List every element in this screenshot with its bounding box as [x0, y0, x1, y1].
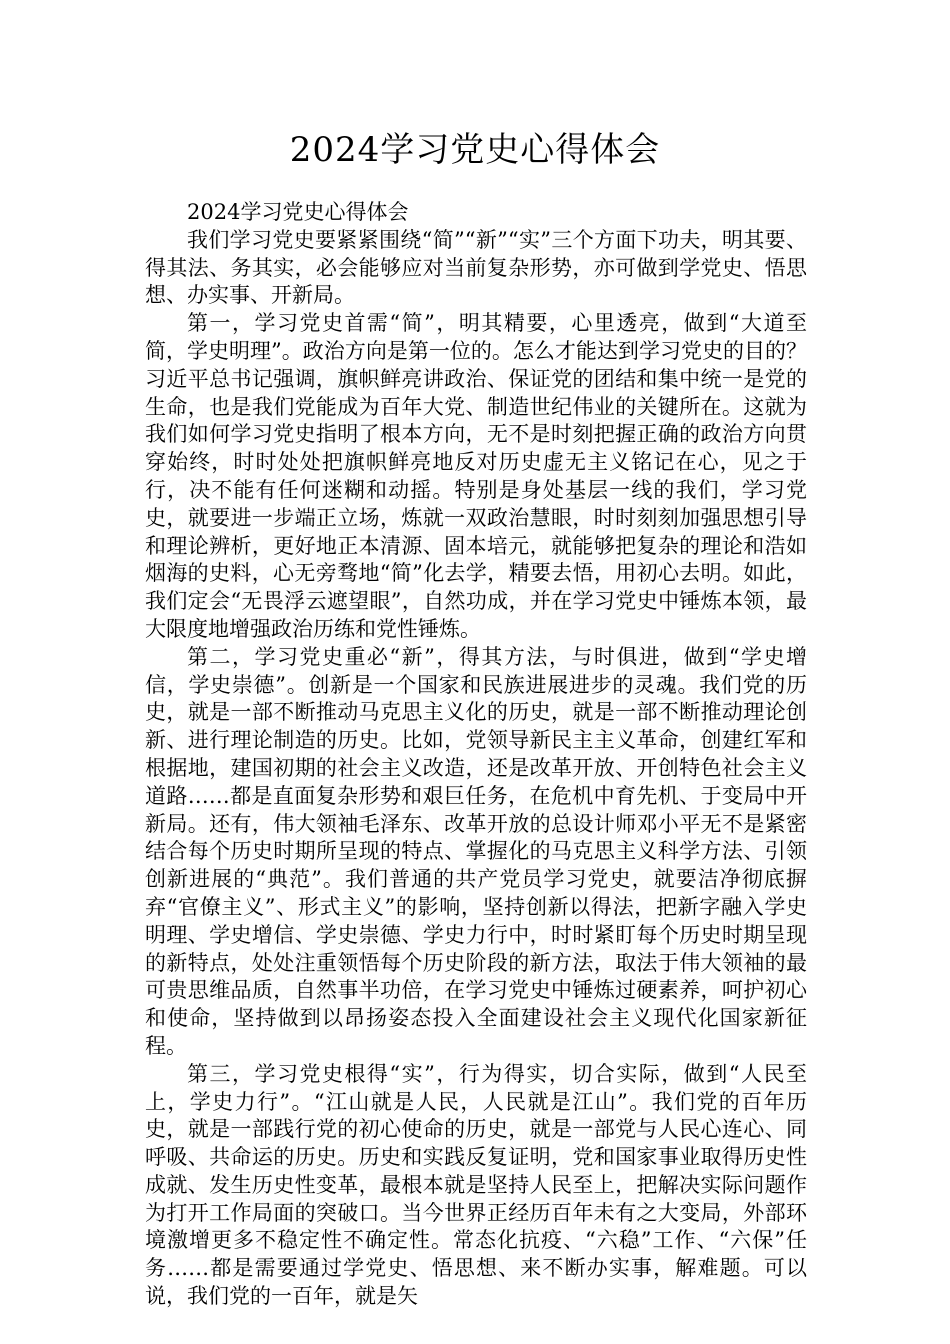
section-three-paragraph: 第三，学习党史根得“实”，行为得实，切合实际，做到“人民至上，学史力行”。“江山就是人民，人民就是江山”。我们党的百年历史，就是一部践行党的初心使命的历史，就是一部党与人民心连心、同呼吸、共命运的历史。历史和实践反复证明，党和国家事业取得历史性成就、发生历史性变革，最根本就是坚持人民至上，把解决实际问题作为打开工作局面的突破口。当今世界正经历百年未有之大变局，外部环境激增更多不稳定性不确定性。常态化抗疫、“六稳”工作、“六保”任务……都是需要通过学党史、悟思想、来不断办实事，解难题。可以说，我们党的一百年，就是矢 [145, 1061, 807, 1309]
document-title: 2024学习党史心得体会 [289, 130, 661, 170]
intro-paragraph: 我们学习党史要紧紧围绕“简”“新”“实”三个方面下功夫，明其要、得其法、务其实，必会能够应对当前复杂形势，亦可做到学党史、悟思想、办实事、开新局。 [145, 227, 807, 308]
section-one-paragraph: 第一，学习党史首需“简”，明其精要，心里透亮，做到“大道至简，学史明理”。政治方向是第一位的。怎么才能达到学习党史的目的？习近平总书记强调，旗帜鲜亮讲政治、保证党的团结和集中统一是党的生命，也是我们党能成为百年大党、制造世纪伟业的关键所在。这就为我们如何学习党史指明了根本方向，无不是时刻把握正确的政治方向贯穿始终，时时处处把旗帜鲜亮地反对历史虚无主义铭记在心，见之于行，决不能有任何迷糊和动摇。特别是身处基层一线的我们，学习党史，就要进一步端正立场，炼就一双政治慧眼，时时刻刻加强思想引导和理论辨析，更好地正本清源、固本培元，就能够把复杂的理论和浩如烟海的史料，心无旁骛地“简”化去学，精要去悟，用初心去明。如此，我们定会“无畏浮云遮望眼”，自然功成，并在学习党史中锤炼本领，最大限度地增强政治历练和党性锤炼。 [145, 311, 807, 641]
subtitle-paragraph: 2024学习党史心得体会 [187, 200, 409, 224]
section-two-paragraph: 第二，学习党史重必“新”，得其方法，与时俱进，做到“学史增信，学史崇德”。创新是一个国家和民族进展进步的灵魂。我们党的历史，就是一部不断推动马克思主义化的历史，就是一部不断推动理论创新、进行理论制造的历史。比如，党领导新民主主义革命，创建红军和根据地，建国初期的社会主义改造，还是改革开放、开创特色社会主义道路……都是直面复杂形势和艰巨任务，在危机中育先机、于变局中开新局。还有，伟大领袖毛泽东、改革开放的总设计师邓小平无不是紧密结合每个历史时期所呈现的特点、掌握化的马克思主义科学方法、引领创新进展的“典范”。我们普通的共产党员学习党史，就要洁净彻底摒弃“官僚主义”、形式主义”的影响，坚持创新以得法，把新字融入学史明理、学史增信、学史崇德、学史力行中，时时紧盯每个历史时期呈现的新特点，处处注重领悟每个历史阶段的新方法，取法于伟大领袖的最可贵思维品质，自然事半功倍，在学习党史中锤炼过硬素养，呵护初心和使命，坚持做到以昂扬姿态投入全面建设社会主义现代化国家新征程。 [145, 644, 807, 1058]
document-body [145, 199, 807, 1311]
